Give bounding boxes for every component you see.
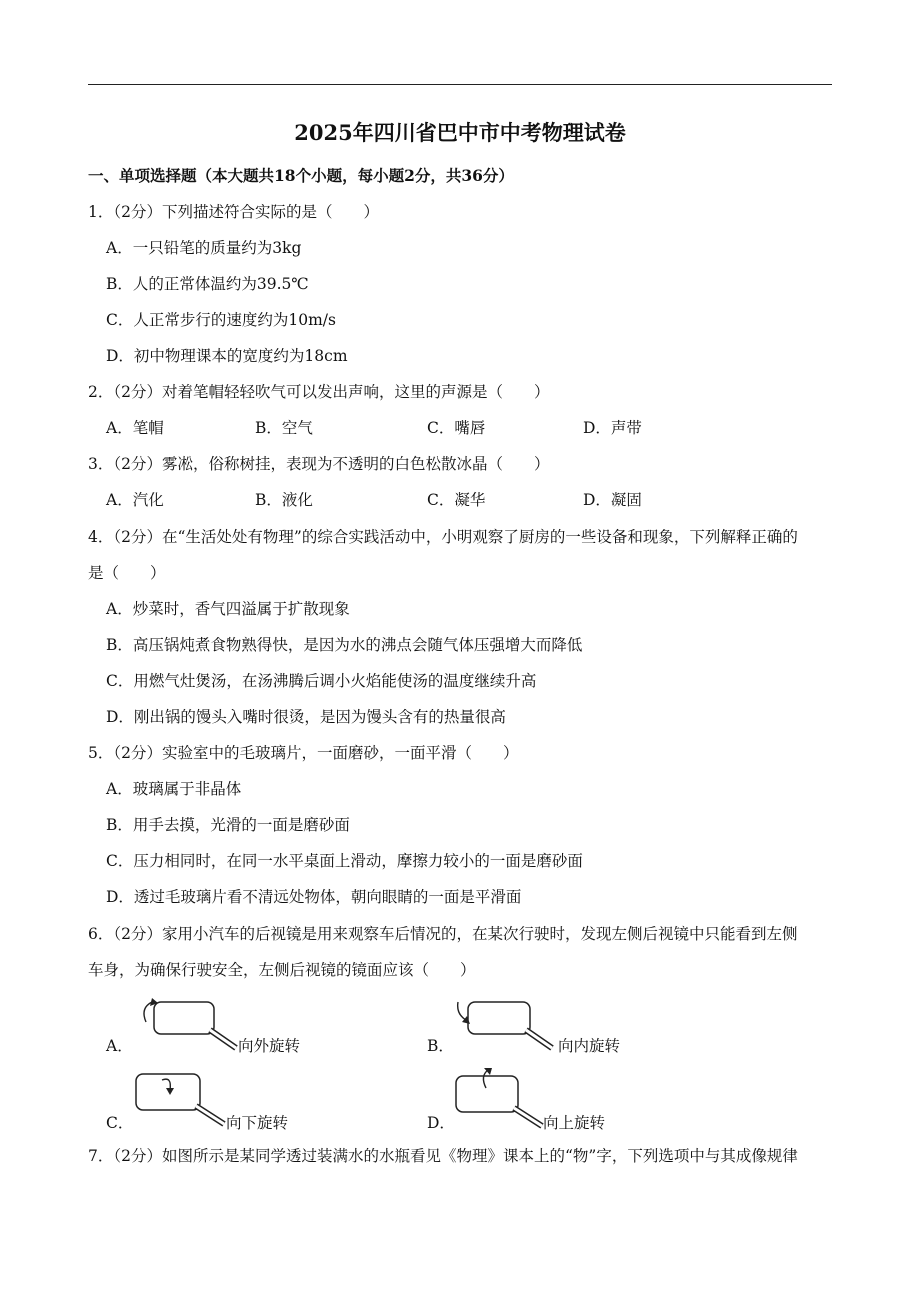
question-1-stem: 1．（2分）下列描述符合实际的是（ ） [88, 203, 379, 221]
question-5-stem: 5．（2分）实验室中的毛玻璃片，一面磨砂，一面平滑（ ） [88, 744, 519, 762]
q1-option-c[interactable]: C．人正常步行的速度约为10m/s [106, 311, 336, 329]
q5-option-b[interactable]: B．用手去摸，光滑的一面是磨砂面 [106, 816, 350, 834]
q2-option-a[interactable]: A．笔帽 [106, 419, 164, 437]
page-title: 2025年四川省巴中市中考物理试卷 [294, 120, 626, 145]
mirror-rotate-outward-icon [132, 996, 242, 1056]
question-6-stem-line2: 车身，为确保行驶安全，左侧后视镜的镜面应该（ ） [88, 961, 476, 979]
q3-option-b[interactable]: B．液化 [255, 491, 313, 509]
question-3-stem: 3．（2分）雾凇，俗称树挂，表现为不透明的白色松散冰晶（ ） [88, 455, 550, 473]
q2-option-d[interactable]: D．声带 [583, 419, 642, 437]
q2-option-b[interactable]: B．空气 [255, 419, 313, 437]
q3-option-a[interactable]: A．汽化 [106, 491, 164, 509]
q6-option-d-label[interactable]: D． [427, 1114, 455, 1132]
q5-option-c[interactable]: C．压力相同时，在同一水平桌面上滑动，摩擦力较小的一面是磨砂面 [106, 852, 583, 870]
question-7-stem-line1: 7．（2分）如图所示是某同学透过装满水的水瓶看见《物理》课本上的“物”字，下列选项中与其成像规律 [88, 1147, 798, 1165]
q1-option-a[interactable]: A．一只铅笔的质量约为3kg [106, 239, 302, 257]
q1-option-d[interactable]: D．初中物理课本的宽度约为18cm [106, 347, 348, 365]
q4-option-a[interactable]: A．炒菜时，香气四溢属于扩散现象 [106, 600, 350, 618]
section-heading: 一、单项选择题（本大题共18个小题，每小题2分，共36分） [88, 166, 514, 185]
mirror-rotate-inward-icon [450, 996, 560, 1056]
q6-option-c-caption: 向下旋转 [226, 1114, 289, 1132]
q2-option-c[interactable]: C．嘴唇 [427, 419, 486, 437]
q6-option-b-caption: 向内旋转 [558, 1037, 621, 1055]
q1-option-b[interactable]: B．人的正常体温约为39.5℃ [106, 275, 309, 293]
q6-option-d-caption: 向上旋转 [543, 1114, 606, 1132]
q6-option-a-label[interactable]: A． [106, 1037, 133, 1055]
q5-option-d[interactable]: D．透过毛玻璃片看不清远处物体，朝向眼睛的一面是平滑面 [106, 888, 522, 906]
q4-option-c[interactable]: C．用燃气灶煲汤，在汤沸腾后调小火焰能使汤的温度继续升高 [106, 672, 537, 690]
question-2-stem: 2．（2分）对着笔帽轻轻吹气可以发出声响，这里的声源是（ ） [88, 383, 550, 401]
q6-option-b-label[interactable]: B． [427, 1037, 454, 1055]
question-4-stem-line2: 是（ ） [88, 564, 166, 582]
q5-option-a[interactable]: A．玻璃属于非晶体 [106, 780, 242, 798]
q6-option-c-label[interactable]: C． [106, 1114, 134, 1132]
question-4-stem-line1: 4．（2分）在“生活处处有物理”的综合实践活动中，小明观察了厨房的一些设备和现象，下列解释正确的 [88, 528, 798, 546]
question-6-stem-line1: 6．（2分）家用小汽车的后视镜是用来观察车后情况的，在某次行驶时，发现左侧后视镜中只能看到左侧 [88, 925, 798, 943]
q3-option-c[interactable]: C．凝华 [427, 491, 486, 509]
q4-option-d[interactable]: D．刚出锅的馒头入嘴时很烫，是因为馒头含有的热量很高 [106, 708, 506, 726]
q6-option-a-caption: 向外旋转 [238, 1037, 301, 1055]
header-rule [88, 84, 832, 85]
q4-option-b[interactable]: B．高压锅炖煮食物熟得快，是因为水的沸点会随气体压强增大而降低 [106, 636, 583, 654]
q3-option-d[interactable]: D．凝固 [583, 491, 642, 509]
